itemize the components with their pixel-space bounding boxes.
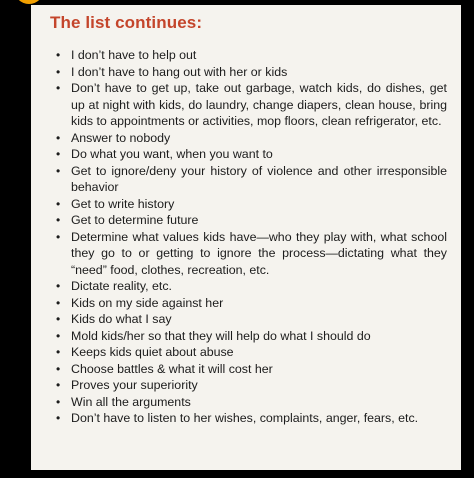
bullet-icon: • (56, 345, 61, 359)
list-item (50, 410, 447, 427)
list-item (50, 196, 447, 213)
list-item (50, 394, 447, 411)
bullet-icon: • (56, 361, 61, 376)
bullet-icon: • (56, 130, 61, 145)
list-item-text: Keeps kids quiet about abuse (71, 345, 234, 359)
list-item-text: Get to ignore/deny your history of violence and other irresponsible behavior (71, 163, 447, 194)
list-item-text: I don’t have to help out (71, 48, 197, 62)
bullet-list (50, 47, 447, 427)
list-item (50, 361, 447, 378)
list-item (50, 47, 447, 64)
list-item-text: Proves your superiority (71, 378, 198, 392)
bullet-icon: • (56, 163, 61, 178)
list-item (50, 212, 447, 229)
list-item-text: Choose battles & what it will cost her (71, 361, 273, 376)
bullet-icon: • (56, 295, 61, 310)
content-card (31, 5, 461, 470)
bullet-icon: • (56, 312, 61, 326)
bullet-icon: • (56, 279, 61, 293)
list-item (50, 328, 447, 345)
list-item (50, 146, 447, 163)
bullet-icon: • (56, 229, 61, 244)
list-item-text: Kids on my side against her (71, 295, 224, 310)
bullet-icon: • (56, 147, 61, 161)
list-item-text: Dictate reality, etc. (71, 279, 172, 293)
bullet-icon: • (56, 81, 61, 95)
list-heading: The list continues: (50, 13, 203, 32)
list-item-text: Mold kids/her so that they will help do what I should do (71, 328, 371, 343)
bullet-icon: • (56, 64, 61, 79)
bullet-icon: • (56, 328, 61, 343)
list-item-text: Get to determine future (71, 213, 199, 227)
list-item (50, 130, 447, 147)
list-item-text: Don’t have to get up, take out garbage, watch kids, do dishes, get up at night with kids, do laundry, change diapers, clean house, bring kids to appointments or activities, mop floors, clean refrigerator, etc. (71, 81, 447, 128)
list-item-text: Answer to nobody (71, 130, 171, 145)
list-item-text: I don’t have to hang out with her or kids (71, 64, 288, 79)
list-item (50, 229, 447, 279)
bullet-icon: • (56, 394, 61, 409)
list-item-text: Kids do what I say (71, 312, 172, 326)
list-item (50, 377, 447, 394)
bullet-icon: • (56, 378, 61, 392)
list-item-text: Do what you want, when you want to (71, 147, 273, 161)
bullet-icon: • (56, 411, 61, 425)
list-item-text: Don’t have to listen to her wishes, complaints, anger, fears, etc. (71, 411, 419, 425)
list-item (50, 278, 447, 295)
bullet-icon: • (56, 196, 61, 211)
list-item (50, 64, 447, 81)
list-item-text: Win all the arguments (71, 394, 191, 409)
list-item (50, 344, 447, 361)
bullet-icon: • (56, 48, 61, 62)
bullet-icon: • (56, 213, 61, 227)
orange-accent-shape (14, 0, 44, 4)
list-item (50, 295, 447, 312)
list-item (50, 163, 447, 196)
list-item (50, 80, 447, 130)
list-item-text: Get to write history (71, 196, 175, 211)
list-item (50, 311, 447, 328)
list-item-text: Determine what values kids have—who they play with, what school they go to or getting to ignore the process—dictating what they “need” food, clothes, recreation, etc. (71, 229, 447, 277)
